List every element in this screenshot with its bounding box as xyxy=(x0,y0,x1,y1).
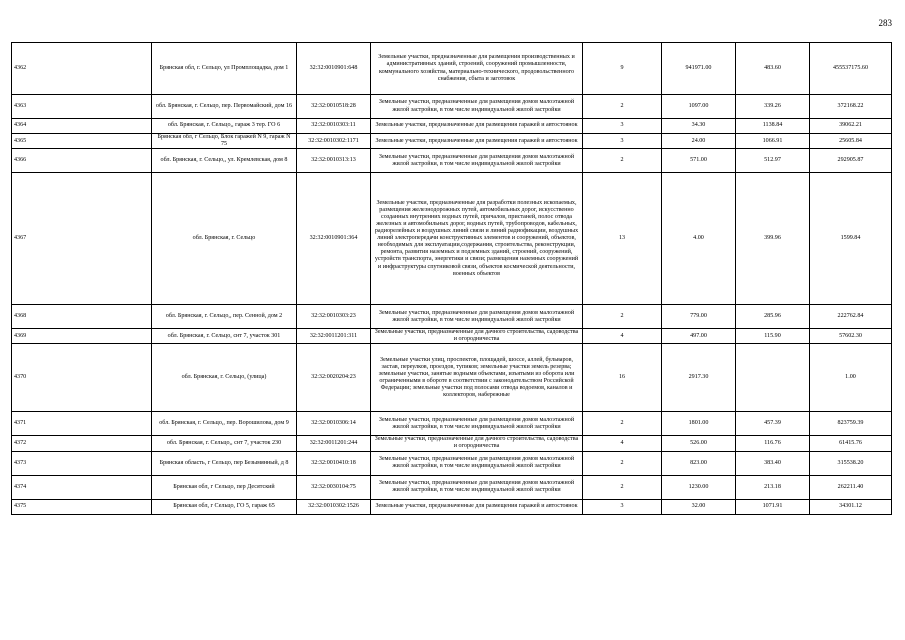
land-use-cell: Земельные участки, предназначенные для разработки полезных ископаемых, размещения железнодорожных путей, автомобильных дорог, искусственно созданных внутренних водных путей, причалов, пристаней, полос отвода железных и автомобильных дорог, водных путей, трубопроводов, кабельных, радиорелейных и воздушных линий связи и линий радиофикации, воздушных линий электропередачи конструктивных элементов и сооружений, объектов, необходимых для эксплуатации,содержания, строительства, реконструкции, ремонта, развития наземных и подземных зданий, строений, сооружений, устройств транспорта, энергетики и связи; размещения наземных сооружений и инфраструктуры спутниковой связи, объектов космической деятельности, военных объектов xyxy=(371,173,583,305)
address-cell: Брянская обл, г Сельцо, Блок гаражей N 9, гараж N 75 xyxy=(152,134,297,149)
land-use-cell: Земельные участки, предназначенные для размещения гаражей и автостоянок xyxy=(371,134,583,149)
cadastral-value-cell: 823759.39 xyxy=(810,412,892,436)
cadastral-value-cell: 292905.87 xyxy=(810,149,892,173)
cadastral-value-cell: 57602.30 xyxy=(810,329,892,344)
group-cell: 2 xyxy=(583,305,662,329)
land-use-cell: Земельные участки, предназначенные для размещения домов малоэтажной жилой застройки, в том числе индивидуальной жилой застройки xyxy=(371,412,583,436)
table-row xyxy=(12,43,892,95)
cadastral-value-cell: 315538.20 xyxy=(810,451,892,475)
cadastral-value-cell: 61415.76 xyxy=(810,436,892,451)
cadastral-number-cell: 32:32:0011201:311 xyxy=(297,329,371,344)
cadastral-number-cell: 32:32:0020204:23 xyxy=(297,344,371,412)
area-cell: 526.00 xyxy=(662,436,736,451)
group-cell: 3 xyxy=(583,499,662,514)
cadastral-number-cell: 32:32:0010901:364 xyxy=(297,173,371,305)
address-cell: Брянская обл, г. Сельцо, ул Промплощадка, дом 1 xyxy=(152,43,297,95)
area-cell: 34.30 xyxy=(662,119,736,134)
rate-cell: 115.90 xyxy=(736,329,810,344)
record-id: 4364 xyxy=(12,119,152,134)
cadastral-value-cell: 262211.40 xyxy=(810,475,892,499)
rate-cell xyxy=(736,344,810,412)
cadastral-value-cell: 372168.22 xyxy=(810,95,892,119)
table-row xyxy=(12,329,892,344)
record-id: 4366 xyxy=(12,149,152,173)
land-use-cell: Земельные участки, предназначенные для размещения домов малоэтажной жилой застройки, в том числе индивидуальной жилой застройки xyxy=(371,451,583,475)
rate-cell: 1071.91 xyxy=(736,499,810,514)
rate-cell: 339.26 xyxy=(736,95,810,119)
record-id: 4362 xyxy=(12,43,152,95)
rate-cell: 213.18 xyxy=(736,475,810,499)
address-cell: обл. Брянская, г. Сельцо xyxy=(152,173,297,305)
table-row xyxy=(12,344,892,412)
record-id: 4363 xyxy=(12,95,152,119)
record-id: 4365 xyxy=(12,134,152,149)
address-cell: Брянская обл, г Сельцо, пер Десятский xyxy=(152,475,297,499)
area-cell: 4.00 xyxy=(662,173,736,305)
cadastral-number-cell: 32:32:0010302:1171 xyxy=(297,134,371,149)
table-row xyxy=(12,119,892,134)
group-cell: 2 xyxy=(583,149,662,173)
cadastral-number-cell: 32:32:0010901:648 xyxy=(297,43,371,95)
table-row xyxy=(12,134,892,149)
group-cell: 3 xyxy=(583,119,662,134)
cadastral-value-cell: 455537175.60 xyxy=(810,43,892,95)
area-cell: 779.00 xyxy=(662,305,736,329)
cadastral-number-cell: 32:32:0010302:1526 xyxy=(297,499,371,514)
area-cell: 24.00 xyxy=(662,134,736,149)
address-cell: обл. Брянская, г. Сельцо, снт 7, участок 301 xyxy=(152,329,297,344)
group-cell: 2 xyxy=(583,451,662,475)
rate-cell: 1066.91 xyxy=(736,134,810,149)
table-row xyxy=(12,149,892,173)
area-cell: 32.00 xyxy=(662,499,736,514)
group-cell: 13 xyxy=(583,173,662,305)
table-row xyxy=(12,475,892,499)
address-cell: Брянская обл, г Сельцо, ГО 5, гараж 65 xyxy=(152,499,297,514)
record-id: 4368 xyxy=(12,305,152,329)
land-use-cell: Земельные участки, предназначенные для размещения гаражей и автостоянок xyxy=(371,119,583,134)
land-use-cell: Земельные участки улиц, проспектов, площадей, шоссе, аллей, бульваров, застав, переулков, проездов, тупиков; земельные участки земель резерва; земельные участки, занятые водными объектами, изъятыми из оборота или ограниченными в обороте в соответствии с законодательством Российской Федерации; земельные участки под полосами отвода водоемов, каналов и коллекторов, набережные xyxy=(371,344,583,412)
cadastral-number-cell: 32:32:0010518:28 xyxy=(297,95,371,119)
land-use-cell: Земельные участки, предназначенные для размещения производственных и административных зданий, строений, сооружений промышленности, коммунального хозяйства, материально-технического, продовольственного снабжения, сбыта и заготовок xyxy=(371,43,583,95)
address-cell: обл. Брянская, г. Сельцо,, пер. Сенной, дом 2 xyxy=(152,305,297,329)
area-cell: 497.00 xyxy=(662,329,736,344)
area-cell: 571.00 xyxy=(662,149,736,173)
land-use-cell: Земельные участки, предназначенные для размещения домов малоэтажной жилой застройки, в том числе индивидуальной жилой застройки xyxy=(371,95,583,119)
group-cell: 3 xyxy=(583,134,662,149)
rate-cell: 457.39 xyxy=(736,412,810,436)
address-cell: обл. Брянская, г. Сельцо, пер. Первомайский, дом 16 xyxy=(152,95,297,119)
cadastral-value-cell: 1599.84 xyxy=(810,173,892,305)
cadastral-number-cell: 32:32:0010303:23 xyxy=(297,305,371,329)
group-cell: 4 xyxy=(583,436,662,451)
address-cell: обл. Брянская, г. Сельцо,, ул. Кремлевская, дом 8 xyxy=(152,149,297,173)
group-cell: 16 xyxy=(583,344,662,412)
cadastral-number-cell: 32:32:0010313:13 xyxy=(297,149,371,173)
record-id: 4372 xyxy=(12,436,152,451)
rate-cell: 285.96 xyxy=(736,305,810,329)
rate-cell: 512.97 xyxy=(736,149,810,173)
cadastral-number-cell: 32:32:0010303:11 xyxy=(297,119,371,134)
record-id: 4367 xyxy=(12,173,152,305)
cadastral-number-cell: 32:32:0010410:18 xyxy=(297,451,371,475)
area-cell: 1801.00 xyxy=(662,412,736,436)
cadastral-value-cell: 222762.84 xyxy=(810,305,892,329)
land-use-cell: Земельные участки, предназначенные для размещения гаражей и автостоянок xyxy=(371,499,583,514)
group-cell: 2 xyxy=(583,95,662,119)
cadastral-value-table xyxy=(11,42,892,515)
cadastral-value-cell: 39062.21 xyxy=(810,119,892,134)
cadastral-number-cell: 32:32:0010306:14 xyxy=(297,412,371,436)
rate-cell: 399.96 xyxy=(736,173,810,305)
cadastral-value-cell: 25605.84 xyxy=(810,134,892,149)
record-id: 4370 xyxy=(12,344,152,412)
land-use-cell: Земельные участки, предназначенные для дачного строительства, садоводства и огородничества xyxy=(371,329,583,344)
rate-cell: 1138.84 xyxy=(736,119,810,134)
group-cell: 2 xyxy=(583,475,662,499)
address-cell: обл. Брянская, г. Сельцо,, гараж 3 тер. ГО 6 xyxy=(152,119,297,134)
address-cell: обл. Брянская, г. Сельцо, (улица) xyxy=(152,344,297,412)
group-cell: 2 xyxy=(583,412,662,436)
table-row xyxy=(12,95,892,119)
record-id: 4374 xyxy=(12,475,152,499)
cadastral-number-cell: 32:32:0030104:75 xyxy=(297,475,371,499)
record-id: 4369 xyxy=(12,329,152,344)
page-number: 283 xyxy=(878,18,892,28)
address-cell: обл. Брянская, г. Сельцо,, пер. Ворошилова, дом 9 xyxy=(152,412,297,436)
cadastral-value-cell: 1.00 xyxy=(810,344,892,412)
area-cell: 1230.00 xyxy=(662,475,736,499)
area-cell: 941971.00 xyxy=(662,43,736,95)
table-row xyxy=(12,436,892,451)
table-row xyxy=(12,173,892,305)
land-use-cell: Земельные участки, предназначенные для дачного строительства, садоводства и огородничества xyxy=(371,436,583,451)
table-body xyxy=(12,43,892,515)
table-row xyxy=(12,305,892,329)
group-cell: 4 xyxy=(583,329,662,344)
record-id: 4371 xyxy=(12,412,152,436)
area-cell: 2917.30 xyxy=(662,344,736,412)
address-cell: Брянская область, г Сельцо, пер Безымянный, д 8 xyxy=(152,451,297,475)
cadastral-value-cell: 34301.12 xyxy=(810,499,892,514)
address-cell: обл. Брянская, г. Сельцо,, снт 7, участок 230 xyxy=(152,436,297,451)
table-row xyxy=(12,499,892,514)
area-cell: 823.00 xyxy=(662,451,736,475)
table-row xyxy=(12,451,892,475)
record-id: 4373 xyxy=(12,451,152,475)
rate-cell: 383.40 xyxy=(736,451,810,475)
land-use-cell: Земельные участки, предназначенные для размещения домов малоэтажной жилой застройки, в том числе индивидуальной жилой застройки xyxy=(371,149,583,173)
rate-cell: 483.60 xyxy=(736,43,810,95)
land-use-cell: Земельные участки, предназначенные для размещения домов малоэтажной жилой застройки, в том числе индивидуальной жилой застройки xyxy=(371,305,583,329)
area-cell: 1097.00 xyxy=(662,95,736,119)
land-use-cell: Земельные участки, предназначенные для размещения домов малоэтажной жилой застройки, в том числе индивидуальной жилой застройки xyxy=(371,475,583,499)
record-id: 4375 xyxy=(12,499,152,514)
table-row xyxy=(12,412,892,436)
group-cell: 9 xyxy=(583,43,662,95)
rate-cell: 116.76 xyxy=(736,436,810,451)
cadastral-number-cell: 32:32:0011201:244 xyxy=(297,436,371,451)
